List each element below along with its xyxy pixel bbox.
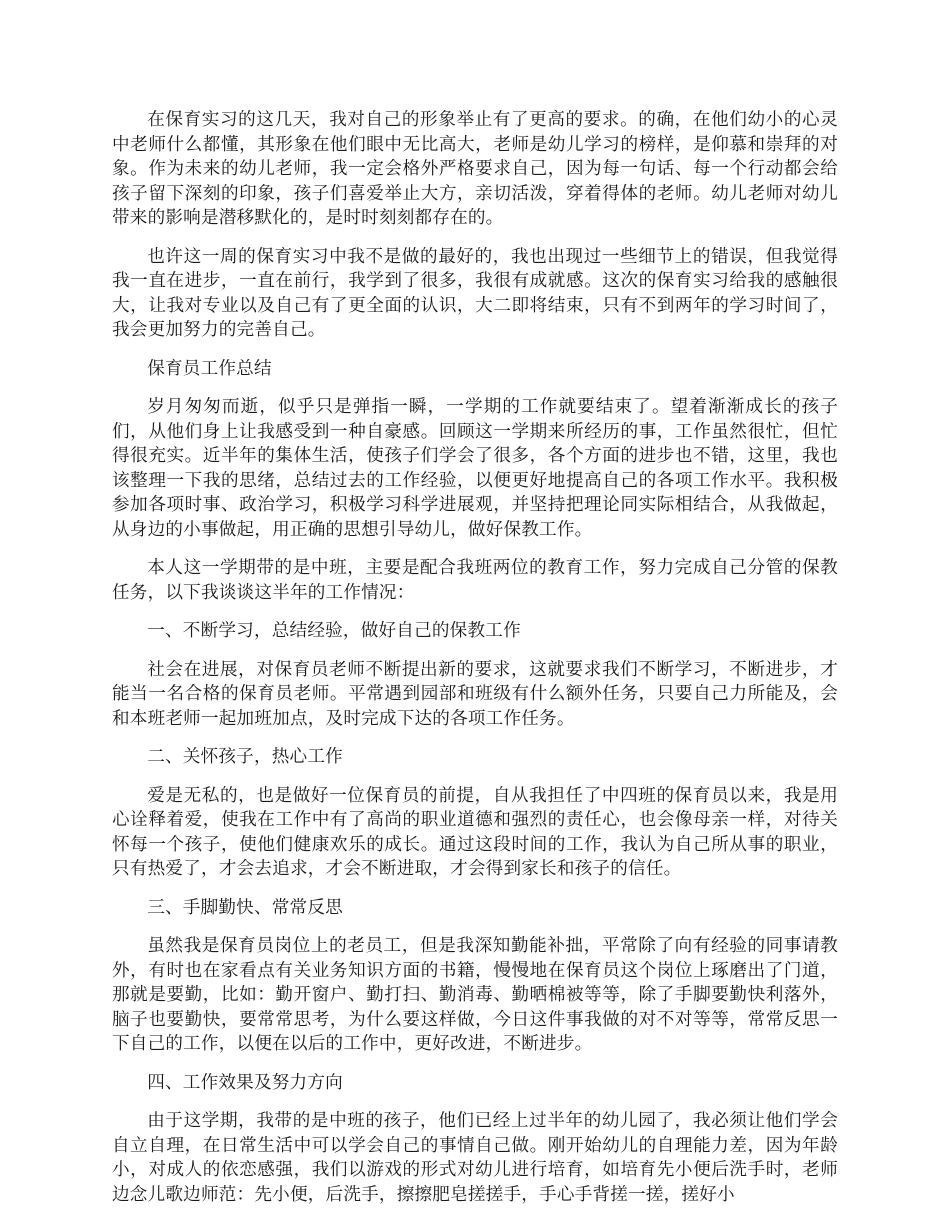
paragraph: 在保育实习的这几天，我对自己的形象举止有了更高的要求。的确，在他们幼小的心灵中老师什么都懂，其形象在他们眼中无比高大，老师是幼儿学习的榜样，是仰慕和崇拜的对象。作为未来的幼儿老师，我一定会格外严格要求自己，因为每一句话、每一个行动都会给孩子留下深刻的印象，孩子们喜爱举止大方，亲切活泼，穿着得体的老师。幼儿老师对幼儿带来的影响是潜移默化的，是时时刻刻都存在的。 <box>112 110 838 228</box>
paragraph: 本人这一学期带的是中班，主要是配合我班两位的教育工作，努力完成自己分管的保教任务，以下我谈谈这半年的工作情况： <box>112 558 838 603</box>
paragraph: 由于这学期，我带的是中班的孩子，他们已经上过半年的幼儿园了，我必须让他们学会自立自理，在日常生活中可以学会自己的事情自己做。刚开始幼儿的自理能力差，因为年龄小，对成人的依恋感强，我们以游戏的形式对幼儿进行培育，如培育先小便后洗手时，老师边念儿歌边师范：先小便，后洗手，擦擦肥皂搓搓手，手心手背搓一搓，搓好小 <box>112 1111 838 1205</box>
paragraph: 也许这一周的保育实习中我不是做的最好的，我也出现过一些细节上的错误，但我觉得我一直在进步，一直在前行，我学到了很多，我很有成就感。这次的保育实习给我的感触很大，让我对专业以及自己有了更全面的认识，大二即将结束，只有不到两年的学习时间了，我会更加努力的完善自己。 <box>112 246 838 340</box>
paragraph: 岁月匆匆而逝，似乎只是弹指一瞬，一学期的工作就要结束了。望着渐渐成长的孩子们，从他们身上让我感受到一种自豪感。回顾这一学期来所经历的事，工作虽然很忙，但忙得很充实。近半年的集体生活，使孩子们学会了很多，各个方面的进步也不错，这里，我也该整理一下我的思绪，总结过去的工作经验，以便更好地提高自己的各项工作水平。我积极参加各项时事、政治学习，积极学习科学进展观，并坚持把理论同实际相结合，从我做起，从身边的小事做起，用正确的思想引导幼儿，做好保教工作。 <box>112 397 838 540</box>
paragraph: 虽然我是保育员岗位上的老员工，但是我深知勤能补拙，平常除了向有经验的同事请教外，有时也在家看点有关业务知识方面的书籍，慢慢地在保育员这个岗位上琢磨出了门道，那就是要勤，比如：勤开窗户、勤打扫、勤消毒、勤晒棉被等等，除了手脚要勤快利落外，脑子也要勤快，要常常思考，为什么要这样做，今日这件事我做的对不对等等，常常反思一下自己的工作，以便在以后的工作中，更好改进，不断进步。 <box>112 936 838 1054</box>
section-heading: 一、不断学习，总结经验，做好自己的保教工作 <box>147 621 521 641</box>
paragraph: 爱是无私的，也是做好一位保育员的前提，自从我担任了中四班的保育员以来，我是用心诠释着爱，使我在工作中有了高尚的职业道德和强烈的责任心，也会像母亲一样，对待关怀每一个孩子，使他们健康欢乐的成长。通过这段时间的工作，我认为自己所从事的职业，只有热爱了，才会去追求，才会不断进取，才会得到家长和孩子的信任。 <box>112 785 838 879</box>
section-heading: 三、手脚勤快、常常反思 <box>147 897 343 918</box>
section-heading: 二、关怀孩子，热心工作 <box>147 747 343 767</box>
section-heading: 四、工作效果及努力方向 <box>147 1072 343 1093</box>
paragraph: 社会在进展，对保育员老师不断提出新的要求，这就要求我们不断学习，不断进步，才能当一名合格的保育员老师。平常遇到园部和班级有什么额外任务，只要自己力所能及，会和本班老师一起加班加点，及时完成下达的各项工作任务。 <box>112 659 838 729</box>
section-title: 保育员工作总结 <box>147 358 272 379</box>
document-page <box>112 108 838 1221</box>
